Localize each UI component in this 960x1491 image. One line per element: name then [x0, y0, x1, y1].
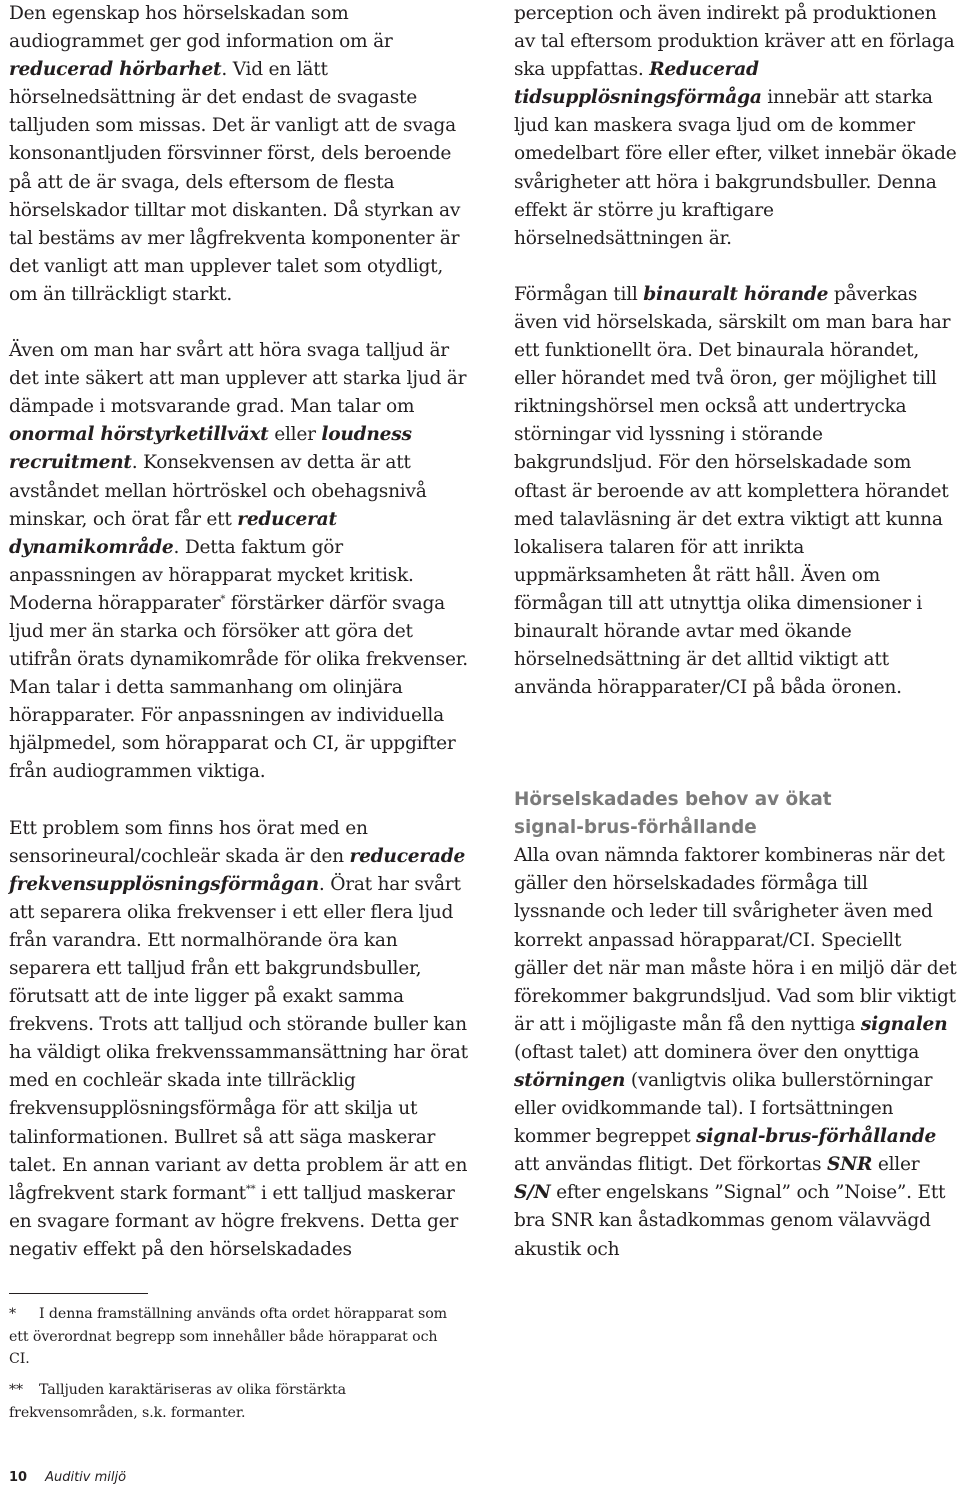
paragraph-text: förstärker därför svaga ljud mer än starka och försöker att göra det utifrån örats dynamikområde för olika frekvenser. Man talar i detta sammanhang om olinjära hörapparater. För anpassningen av individuella hjälpmedel, som hörapparat och CI, är uppgifter från audiogrammen viktiga.	[9, 592, 468, 783]
page-footer	[9, 1470, 126, 1485]
footnote-reference: *	[220, 593, 226, 605]
paragraph-text: . Detta faktum gör anpassningen av hörapparat mycket kritisk. Moderna hörapparater	[9, 536, 414, 614]
footnote-text: Talljuden karaktäriseras av olika förstärkta frekvensområden, s.k. formanter.	[9, 1382, 346, 1421]
emphasis-term: störningen	[514, 1070, 626, 1091]
paragraph-text: . Vid en lätt hörselnedsättning är det endast de svagaste talljuden som missas. Det är vanligt att de svaga konsonantljuden försvinner först, dels beroende på att de är svaga, dels eftersom de flesta hörselskador tilltar mot diskanten. Då styrkan av tal bestäms av mer lågfrekventa komponenter är det vanligt att man upplever talet som otydligt, om än tillräckligt starkt.	[9, 59, 461, 305]
emphasis-term: signalen	[860, 1013, 948, 1035]
paragraph-text: Förmågan till	[514, 283, 644, 305]
paragraph-hearing-loss-audiogram	[9, 0, 464, 309]
right-column	[514, 0, 960, 1264]
emphasis-term: binauralt hörande	[643, 283, 829, 305]
paragraph-text: Ett problem som finns hos örat med en sensorineural/cochleär skada är den	[9, 817, 368, 867]
footnote-text: I denna framställning används ofta ordet hörapparat som ett överordnat begrepp som innehåller både hörapparat och CI.	[9, 1306, 448, 1367]
emphasis-term: reducerad hörbarhet	[9, 59, 222, 81]
footnote-mark: *	[9, 1306, 16, 1322]
paragraph-text: Alla ovan nämnda faktorer kombineras när det gäller den hörselskadades förmåga till lyssnande och leder till svårigheter även med korrekt anpassad hörapparat/CI. Speciellt gäller det när man måste höra i en miljö där det förekommer bakgrundsljud. Vad som blir viktigt är att i möjligaste mån få den nyttiga	[514, 845, 957, 1035]
footnote-divider	[9, 1293, 148, 1294]
emphasis-term: reducerade frekvensupplösningsförmågan	[9, 845, 466, 895]
paragraph-text: i ett talljud maskerar en svagare formant av högre frekvens. Detta ger negativ effekt på den hörselskadades	[9, 1182, 459, 1260]
emphasis-term: Reducerad tidsupplösningsförmåga	[514, 59, 762, 109]
footnote-1	[9, 1303, 449, 1371]
emphasis-term: reducerat dynamikområde	[9, 508, 337, 558]
paragraph-text: (vanligtvis olika bullerstörningar eller ovidkommande tal). I fortsättningen kommer begreppet	[514, 1070, 933, 1148]
paragraph-text: Även om man har svårt att höra svaga talljud är det inte säkert att man upplever att starka ljud är dämpade i motsvarande grad. Man talar om	[9, 340, 467, 418]
paragraph-text: perception och även indirekt på produktionen av tal eftersom produktion kräver att en förlaga ska uppfattas.	[514, 3, 955, 81]
emphasis-term: signal-brus-förhållande	[696, 1126, 937, 1148]
page-number: 10	[9, 1470, 28, 1485]
paragraph-loudness-recruitment	[9, 337, 471, 787]
paragraph-text: att användas flitigt. Det förkortas	[514, 1154, 828, 1176]
emphasis-term: loudness recruitment	[9, 424, 412, 474]
paragraph-text: eller	[268, 424, 322, 446]
paragraph-text: (oftast talet) att dominera över den onyttiga	[514, 1041, 920, 1063]
section-heading: Hörselskadades behov av ökat signal-brus-förhållande	[514, 789, 832, 839]
paragraph-text: . Örat har svårt att separera olika frekvenser i ett eller flera ljud från varandra. Ett normalhörande öra kan separera ett talljud från ett bakgrundsbuller, förutsatt att de inte ligger på exakt samma frekvens. Trots att talljud och störande buller kan ha väldigt olika frekvenssammansättning har örat med en cochleär skada inte tillräcklig frekvensupplösningsförmåga för att skilja ut talinformationen. Bullret så att säga maskerar talet. En annan variant av detta problem är att en lågfrekvent stark formant	[9, 873, 468, 1204]
paragraph-signal-noise-ratio	[514, 842, 960, 1263]
paragraph-time-resolution	[514, 0, 960, 253]
publication-title: Auditiv miljö	[45, 1470, 127, 1485]
footnote-reference: **	[245, 1183, 256, 1195]
paragraph-binaural-hearing	[514, 281, 960, 702]
footnote-mark: **	[9, 1382, 23, 1398]
paragraph-text: eller	[872, 1154, 920, 1176]
paragraph-text: Den egenskap hos hörselskadan som audiogrammet ger god information om är	[9, 3, 393, 53]
emphasis-term: SNR	[827, 1154, 873, 1176]
emphasis-term: onormal hörstyrketillväxt	[9, 424, 269, 446]
paragraph-text: påverkas även vid hörselskada, särskilt om man bara har ett funktionellt öra. Det binaurala hörandet, eller hörandet med två öron, ger möjlighet till riktningshörsel men också att undertrycka störningar vid lyssning i störande bakgrundsljud. För den hörselskadade som oftast är beroende av att komplettera hörandet med talavläsning är det extra viktigt att kunna lokalisera talaren för att inrikta uppmärksamheten åt rätt håll. Även om förmågan till att utnyttja olika dimensioner i binauralt hörande avtar med ökande hörselnedsättning är det alltid viktigt att använda hörapparater/CI på båda öronen.	[514, 283, 951, 699]
emphasis-term: S/N	[514, 1182, 551, 1204]
paragraph-frequency-resolution	[9, 815, 471, 1265]
footnote-2	[9, 1379, 449, 1424]
left-column	[9, 0, 479, 1264]
paragraph-text: efter engelskans ”Signal” och ”Noise”. Ett bra SNR kan åstadkommas genom välavvägd akustik och	[514, 1182, 946, 1260]
paragraph-text: innebär att starka ljud kan maskera svaga ljud om de kommer omedelbart före eller efter, vilket innebär ökade svårigheter att höra i bakgrundsbuller. Denna effekt är större ju kraftigare hörselnedsättningen är.	[514, 87, 957, 249]
paragraph-text: . Konsekvensen av detta är att avståndet mellan hörtröskel och obehagsnivå minskar, och örat får ett	[9, 452, 427, 530]
